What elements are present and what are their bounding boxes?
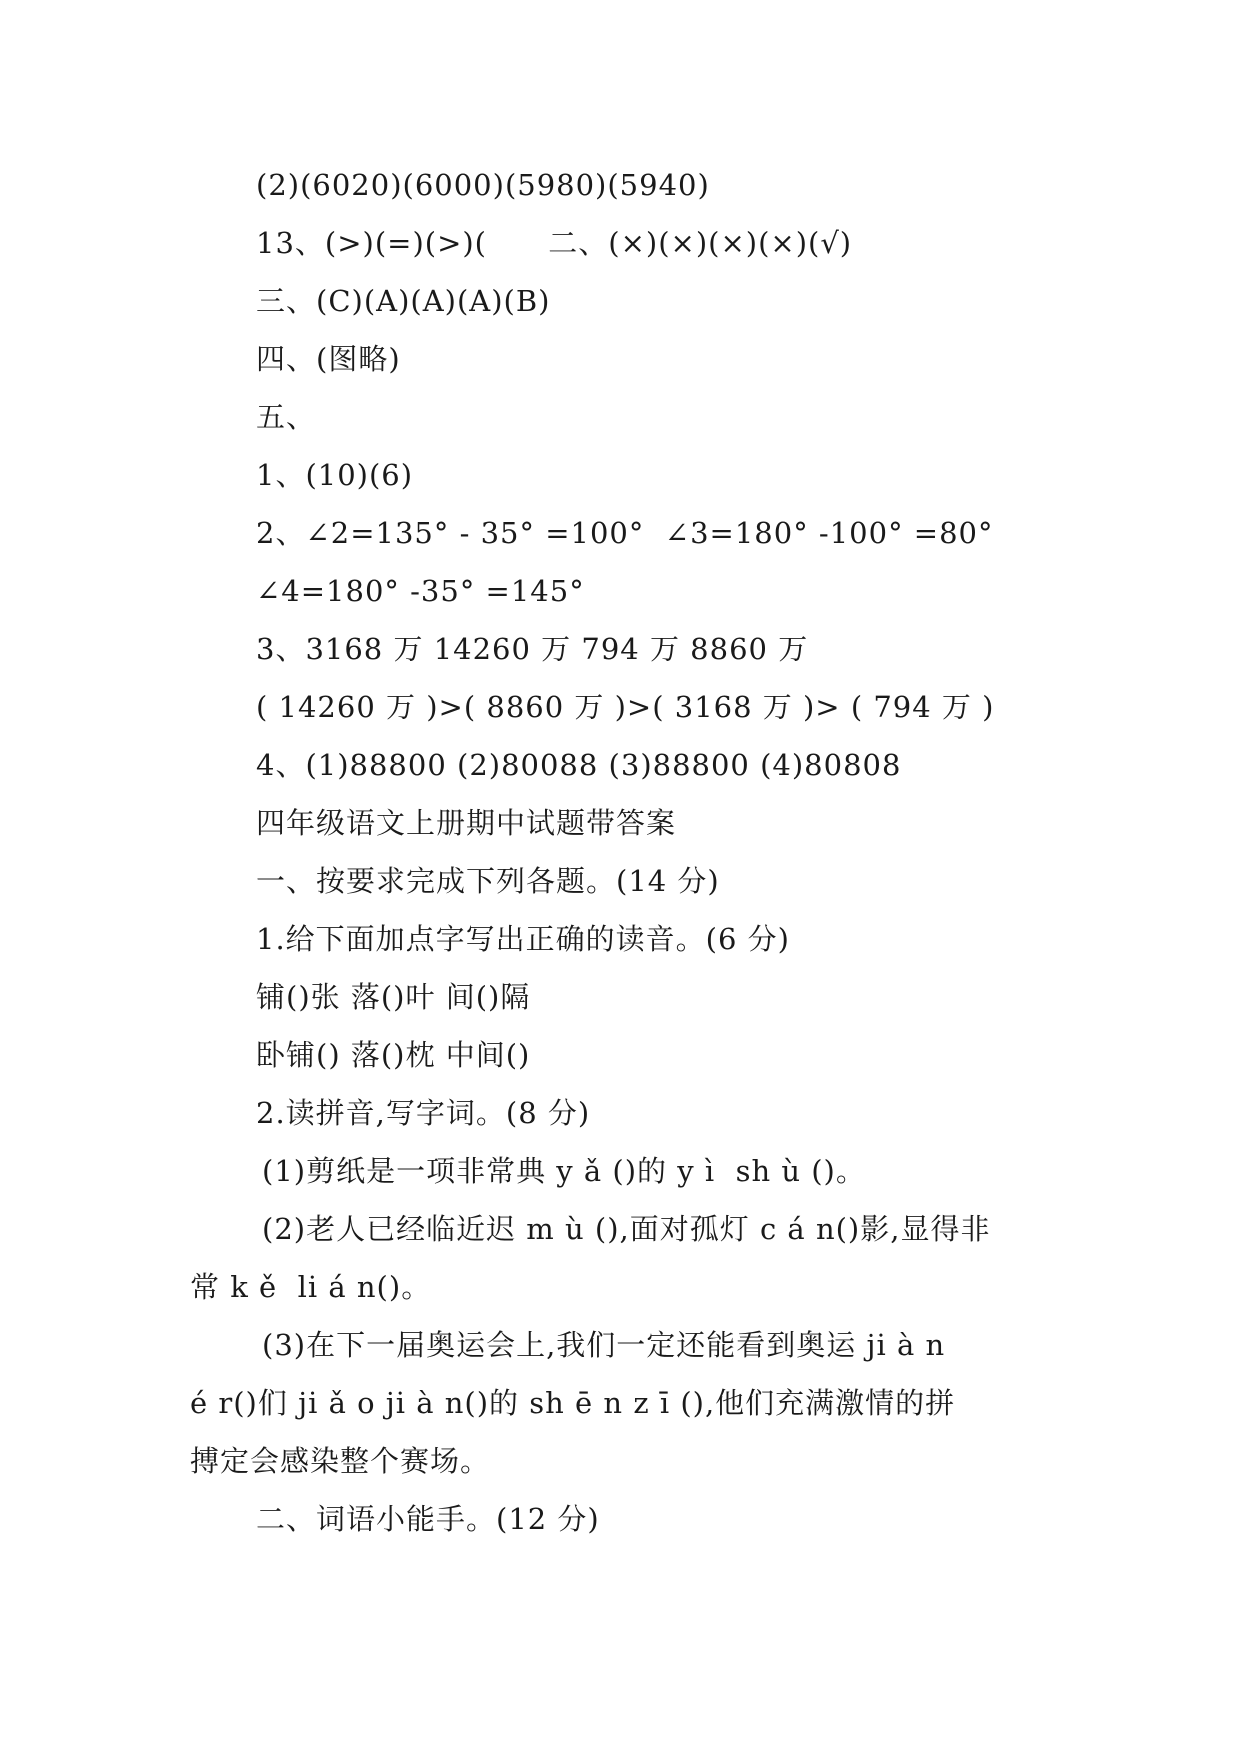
answer-5-3-ordering: ( 14260 万 )>( 8860 万 )>( 3168 万 )> ( 794 万 ) [256, 690, 995, 724]
answer-5-4: 4、(1)88800 (2)80088 (3)88800 (4)80808 [256, 748, 902, 782]
answer-section-4: 四、(图略) [256, 342, 401, 376]
question-1-1-row-1: 铺()张 落()叶 间()隔 [256, 980, 531, 1014]
answer-line-13-comparison: 13、(>)(=)(>)( 二、(×)(×)(×)(×)(√) [256, 226, 853, 260]
answer-5-3-values: 3、3168 万 14260 万 794 万 8860 万 [256, 632, 809, 666]
answer-5-2-angles: 2、∠2=135° - 35° =100° ∠3=180° -100° =80° [256, 516, 994, 550]
question-1-2-item-3-cont: é r()们 ji ǎ o ji à n()的 sh ē n z ī (),他们充满激情的拼 [190, 1386, 956, 1420]
question-1-heading: 一、按要求完成下列各题。(14 分) [256, 864, 720, 898]
section-title: 四年级语文上册期中试题带答案 [256, 806, 677, 840]
question-2-heading: 二、词语小能手。(12 分) [256, 1502, 600, 1536]
question-1-2-item-2: (2)老人已经临近迟 m ù (),面对孤灯 c á n()影,显得非 [262, 1212, 991, 1246]
question-1-1-prompt: 1.给下面加点字写出正确的读音。(6 分) [256, 922, 790, 956]
question-1-2-item-3: (3)在下一届奥运会上,我们一定还能看到奥运 ji à n [262, 1328, 946, 1362]
question-1-2-item-1: (1)剪纸是一项非常典 y ǎ ()的 y ì sh ù ()。 [262, 1154, 866, 1188]
answer-section-5-heading: 五、 [256, 400, 317, 434]
answer-section-3: 三、(C)(A)(A)(A)(B) [256, 284, 551, 318]
question-1-2-item-3-cont-2: 搏定会感染整个赛场。 [190, 1444, 491, 1478]
question-1-2-item-2-cont: 常 k ě li á n()。 [190, 1270, 432, 1304]
question-1-2-prompt: 2.读拼音,写字词。(8 分) [256, 1096, 591, 1130]
answer-5-1: 1、(10)(6) [256, 458, 414, 492]
question-1-1-row-2: 卧铺() 落()枕 中间() [256, 1038, 531, 1072]
answer-line-2-sequence: (2)(6020)(6000)(5980)(5940) [256, 168, 710, 202]
answer-5-2-angle-4: ∠4=180° -35° =145° [256, 574, 585, 608]
